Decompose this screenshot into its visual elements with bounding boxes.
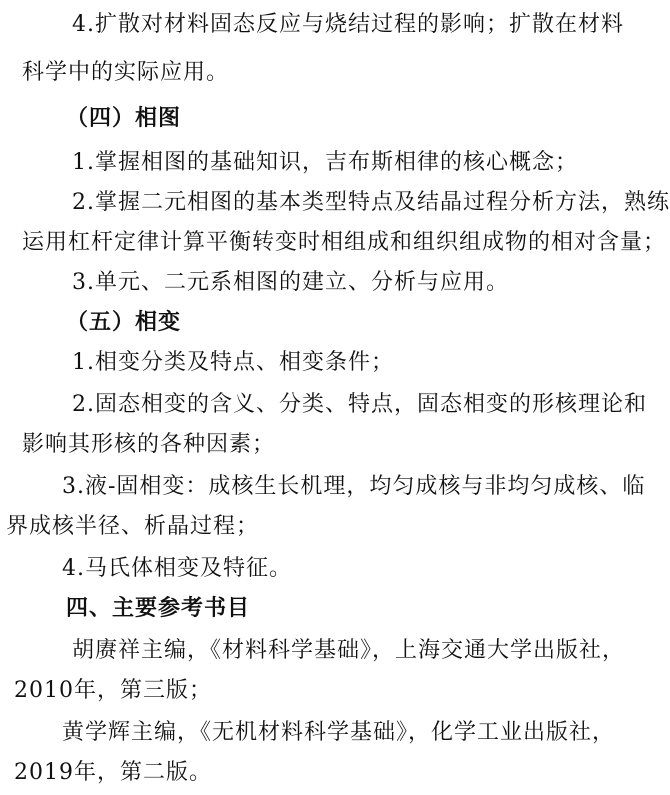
item-phase-transition-2-line2: 影响其形核的各种因素； — [22, 432, 276, 457]
item-phase-transition-1: 1.相变分类及特点、相变条件； — [72, 350, 394, 375]
item-phase-diagram-2-line1: 2.掌握二元相图的基本类型特点及结晶过程分析方法，熟练 — [72, 190, 670, 215]
section-heading-references: 四、主要参考书目 — [66, 596, 251, 621]
item-diffusion-4-line2: 科学中的实际应用。 — [22, 60, 230, 85]
item-phase-transition-2-line1: 2.固态相变的含义、分类、特点，固态相变的形核理论和 — [72, 392, 647, 417]
item-diffusion-4-line1: 4.扩散对材料固态反应与烧结过程的影响；扩散在材料 — [72, 12, 624, 37]
reference-2-line2: 2019年，第二版。 — [14, 760, 212, 785]
item-phase-transition-4: 4.马氏体相变及特征。 — [62, 556, 292, 581]
reference-2-line1: 黄学辉主编，《无机材料科学基础》，化学工业出版社， — [62, 720, 616, 745]
item-phase-diagram-1: 1.掌握相图的基础知识，吉布斯相律的核心概念； — [72, 150, 578, 175]
item-phase-transition-3-line2: 界成核半径、析晶过程； — [6, 514, 260, 539]
reference-1-line2: 2010年，第三版； — [14, 678, 212, 703]
item-phase-diagram-3: 3.单元、二元系相图的建立、分析与应用。 — [72, 270, 509, 295]
section-heading-phase-diagram: （四）相图 — [66, 106, 182, 131]
item-phase-diagram-2-line2: 运用杠杆定律计算平衡转变时相组成和组织组成物的相对含量； — [22, 230, 667, 255]
section-heading-phase-transition: （五）相变 — [66, 310, 182, 335]
reference-1-line1: 胡赓祥主编，《材料科学基础》，上海交通大学出版社， — [72, 638, 626, 663]
item-phase-transition-3-line1: 3.液-固相变：成核生长机理，均匀成核与非均匀成核、临 — [62, 474, 646, 499]
